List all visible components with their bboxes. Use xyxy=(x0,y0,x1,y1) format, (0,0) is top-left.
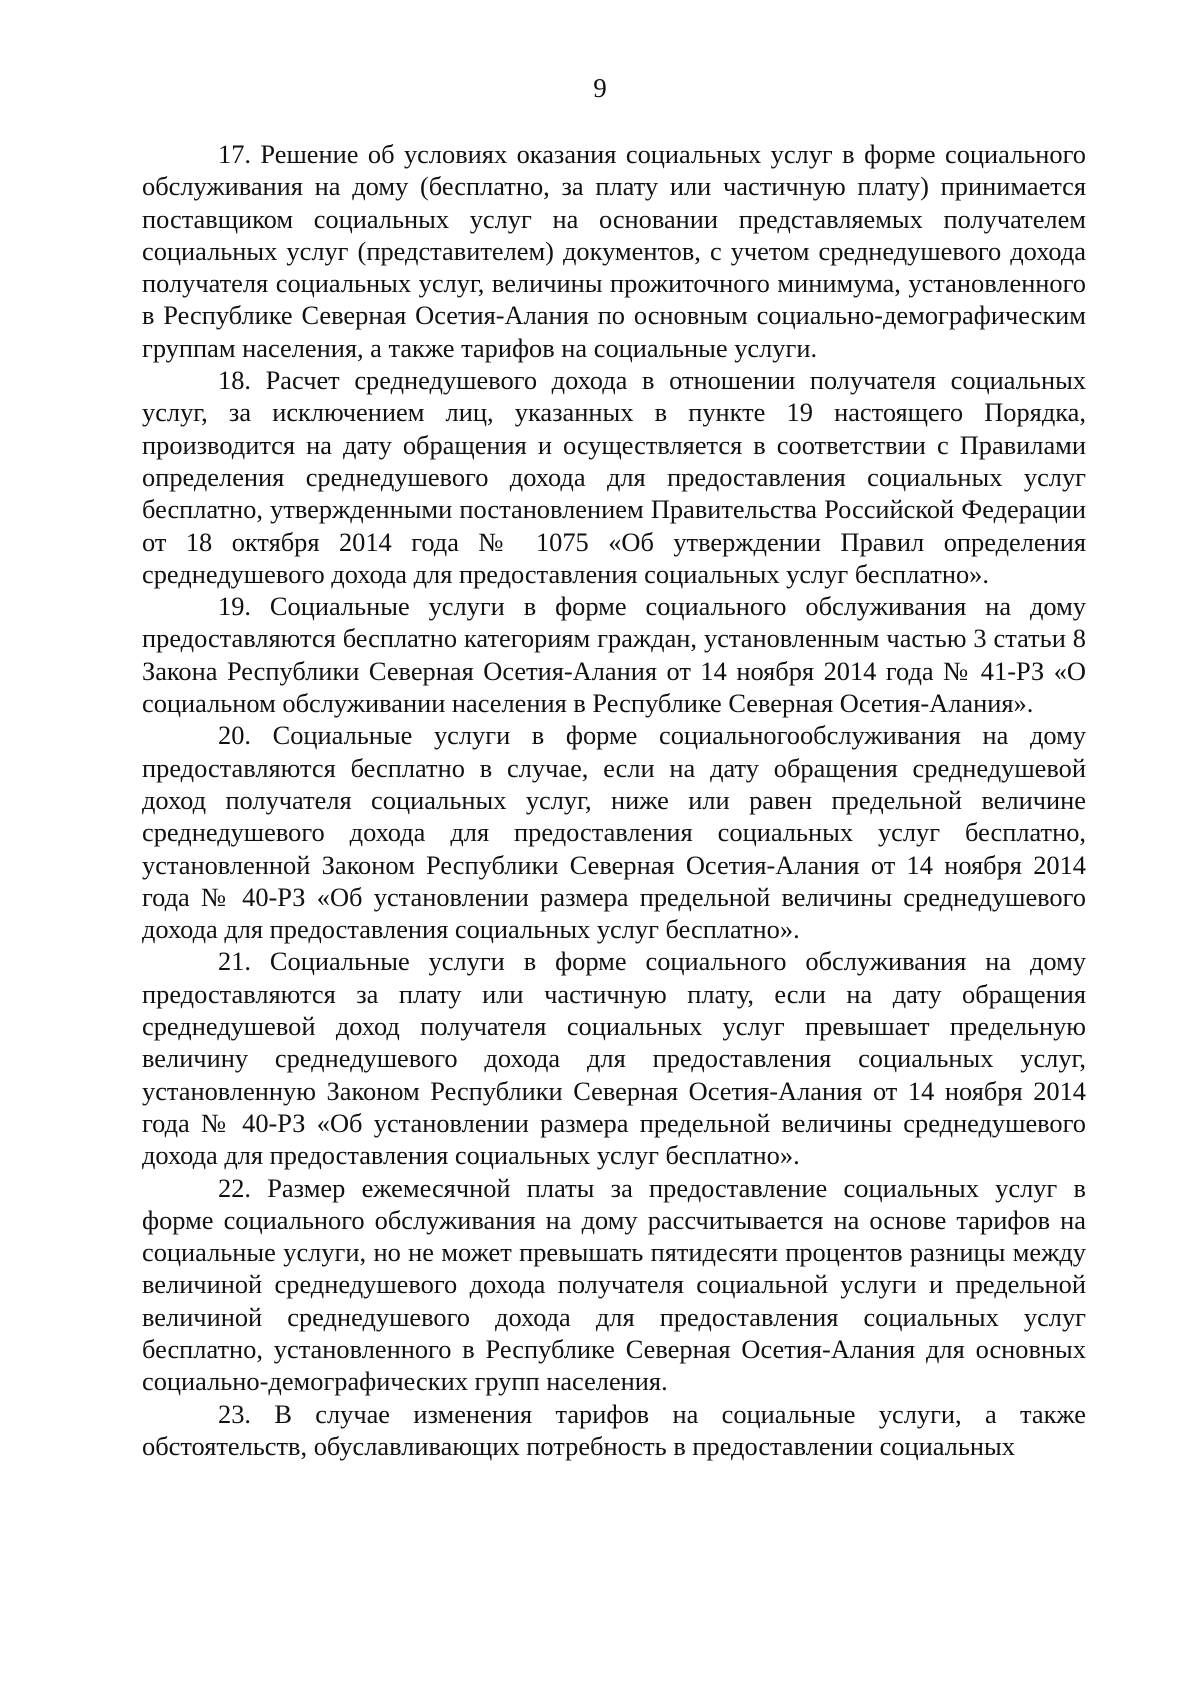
paragraph-22: 22. Размер ежемесячной платы за предоставление социальных услуг в форме социального обслуживания на дому рассчитывается на основе тарифов на социальные услуги, но не может превышать пятидесяти процентов разницы между величиной среднедушевого дохода получателя социальной услуги и предельной величиной среднедушевого дохода для предоставления социальных услуг бесплатно, установленного в Республике Северная Осетия-Алания для основных социально-демографических групп населения. xyxy=(142,1172,1086,1397)
paragraph-23: 23. В случае изменения тарифов на социальные услуги, а также обстоятельств, обуславливающих потребность в предоставлении социальных xyxy=(142,1398,1086,1461)
document-body xyxy=(142,138,1086,1462)
paragraph-19: 19. Социальные услуги в форме социального обслуживания на дому предоставляются бесплатно категориям граждан, установленным частью 3 статьи 8 Закона Республики Северная Осетия-Алания от 14 ноября 2014 года № 41-РЗ «О социальном обслуживании населения в Республике Северная Осетия-Алания». xyxy=(142,591,1086,719)
paragraph-17: 17. Решение об условиях оказания социальных услуг в форме социального обслуживания на дому (бесплатно, за плату или частичную плату) принимается поставщиком социальных услуг на основании представляемых получателем социальных услуг (представителем) документов, с учетом среднедушевого дохода получателя социальных услуг, величины прожиточного минимума, установленного в Республике Северная Осетия-Алания по основным социально-демографическим группам населения, а также тарифов на социальные услуги. xyxy=(142,139,1086,363)
page-number: 9 xyxy=(593,73,607,103)
paragraph-20: 20. Социальные услуги в форме социальногообслуживания на дому предоставляются бесплатно в случае, если на дату обращения среднедушевой доход получателя социальных услуг, ниже или равен предельной величине среднедушевого дохода для предоставления социальных услуг бесплатно, установленной Законом Республики Северная Осетия-Алания от 14 ноября 2014 года № 40-РЗ «Об установлении размера предельной величины среднедушевого дохода для предоставления социальных услуг бесплатно». xyxy=(142,720,1086,945)
paragraph-21: 21. Социальные услуги в форме социального обслуживания на дому предоставляются за плату или частичную плату, если на дату обращения среднедушевой доход получателя социальных услуг превышает предельную величину среднедушевого дохода для предоставления социальных услуг, установленную Законом Республики Северная Осетия-Алания от 14 ноября 2014 года № 40-РЗ «Об установлении размера предельной величины среднедушевого дохода для предоставления социальных услуг бесплатно». xyxy=(142,946,1086,1171)
paragraph-18: 18. Расчет среднедушевого дохода в отношении получателя социальных услуг, за исключением лиц, указанных в пункте 19 настоящего Порядка, производится на дату обращения и осуществляется в соответствии с Правилами определения среднедушевого дохода для предоставления социальных услуг бесплатно, утвержденными постановлением Правительства Российской Федерации от 18 октября 2014 года № 1075 «Об утверждении Правил определения среднедушевого дохода для предоставления социальных услуг бесплатно». xyxy=(142,365,1086,589)
